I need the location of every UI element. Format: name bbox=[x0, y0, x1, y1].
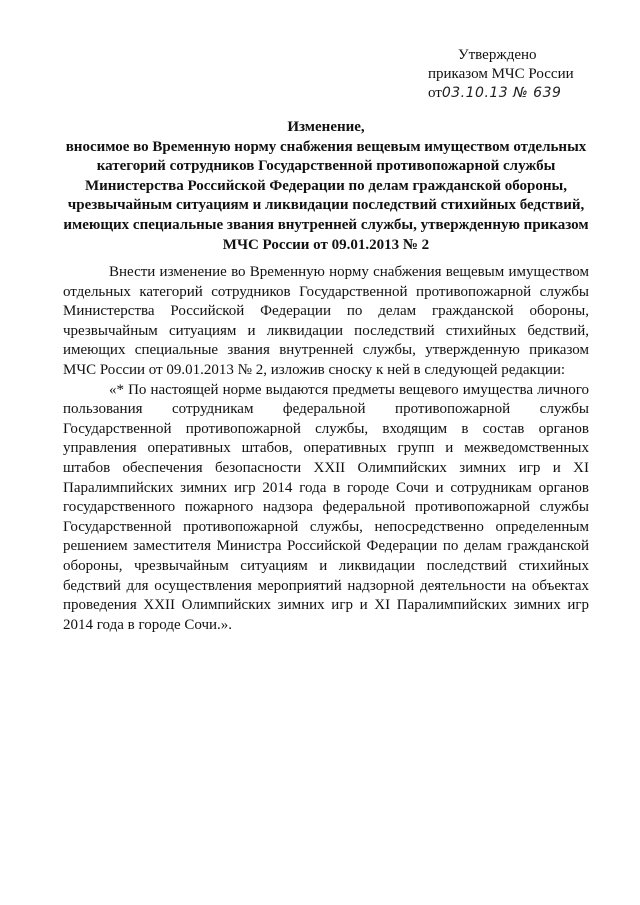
approval-stamp bbox=[418, 46, 618, 103]
title-line: имеющих специальные звания внутренней службы, утвержденную приказом bbox=[63, 216, 589, 233]
title-line: Изменение, bbox=[287, 119, 365, 135]
body-paragraph-footnote: «* По настоящей норме выдаются предметы вещевого имущества личного пользования сотрудникам федеральной противопожарной службы Государственной противопожарной службы, входящим в состав органов управления оперативных штабов, оперативных групп и межведомственных штабов обеспечения безопасности XXII Олимпийских зимних игр и XI Паралимпийских зимних игр 2014 года в городе Сочи и сотрудникам органов государственного пожарного надзора федеральной противопожарной службы Государственной противопожарной службы, непосредственно определенным решением заместителя Министра Российской Федерации по делам гражданской обороны, чрезвычайным ситуациям и ликвидации последствий стихийных бедствий для осуществления мероприятий надзорной деятельности на объектах проведения XXII Олимпийских зимних игр и XI Паралимпийских зимних игр 2014 года в городе Сочи.». bbox=[63, 381, 589, 633]
title-line: категорий сотрудников Государственной противопожарной службы bbox=[96, 158, 556, 175]
approval-date-prefix: от bbox=[428, 85, 442, 101]
approval-line-order: приказом МЧС России bbox=[428, 66, 574, 82]
title-line: Министерства Российской Федерации по делам гражданской обороны, bbox=[84, 177, 567, 194]
handwritten-date-number: 03.10.13 № 639 bbox=[441, 85, 562, 101]
document-body bbox=[63, 263, 589, 635]
title-line: МЧС России от 09.01.2013 № 2 bbox=[222, 236, 430, 253]
approval-line-approved: Утверждено bbox=[458, 47, 537, 63]
approval-line-date bbox=[418, 84, 618, 103]
title-line: вносимое во Временную норму снабжения вещевым имуществом отдельных bbox=[65, 138, 587, 155]
title-line: чрезвычайным ситуациям и ликвидации последствий стихийных бедствий, bbox=[67, 197, 585, 214]
body-paragraph-amendment: Внести изменение во Временную норму снабжения вещевым имуществом отдельных категорий сотрудников Государственной противопожарной службы Министерства Российской Федерации по делам гражданской обороны, чрезвычайным ситуациям и ликвидации последствий стихийных бедствий, имеющих специальные звания внутренней службы, утвержденную приказом МЧС России от 09.01.2013 № 2, изложив сноску к ней в следующей редакции: bbox=[63, 264, 589, 378]
document-title bbox=[56, 118, 596, 255]
